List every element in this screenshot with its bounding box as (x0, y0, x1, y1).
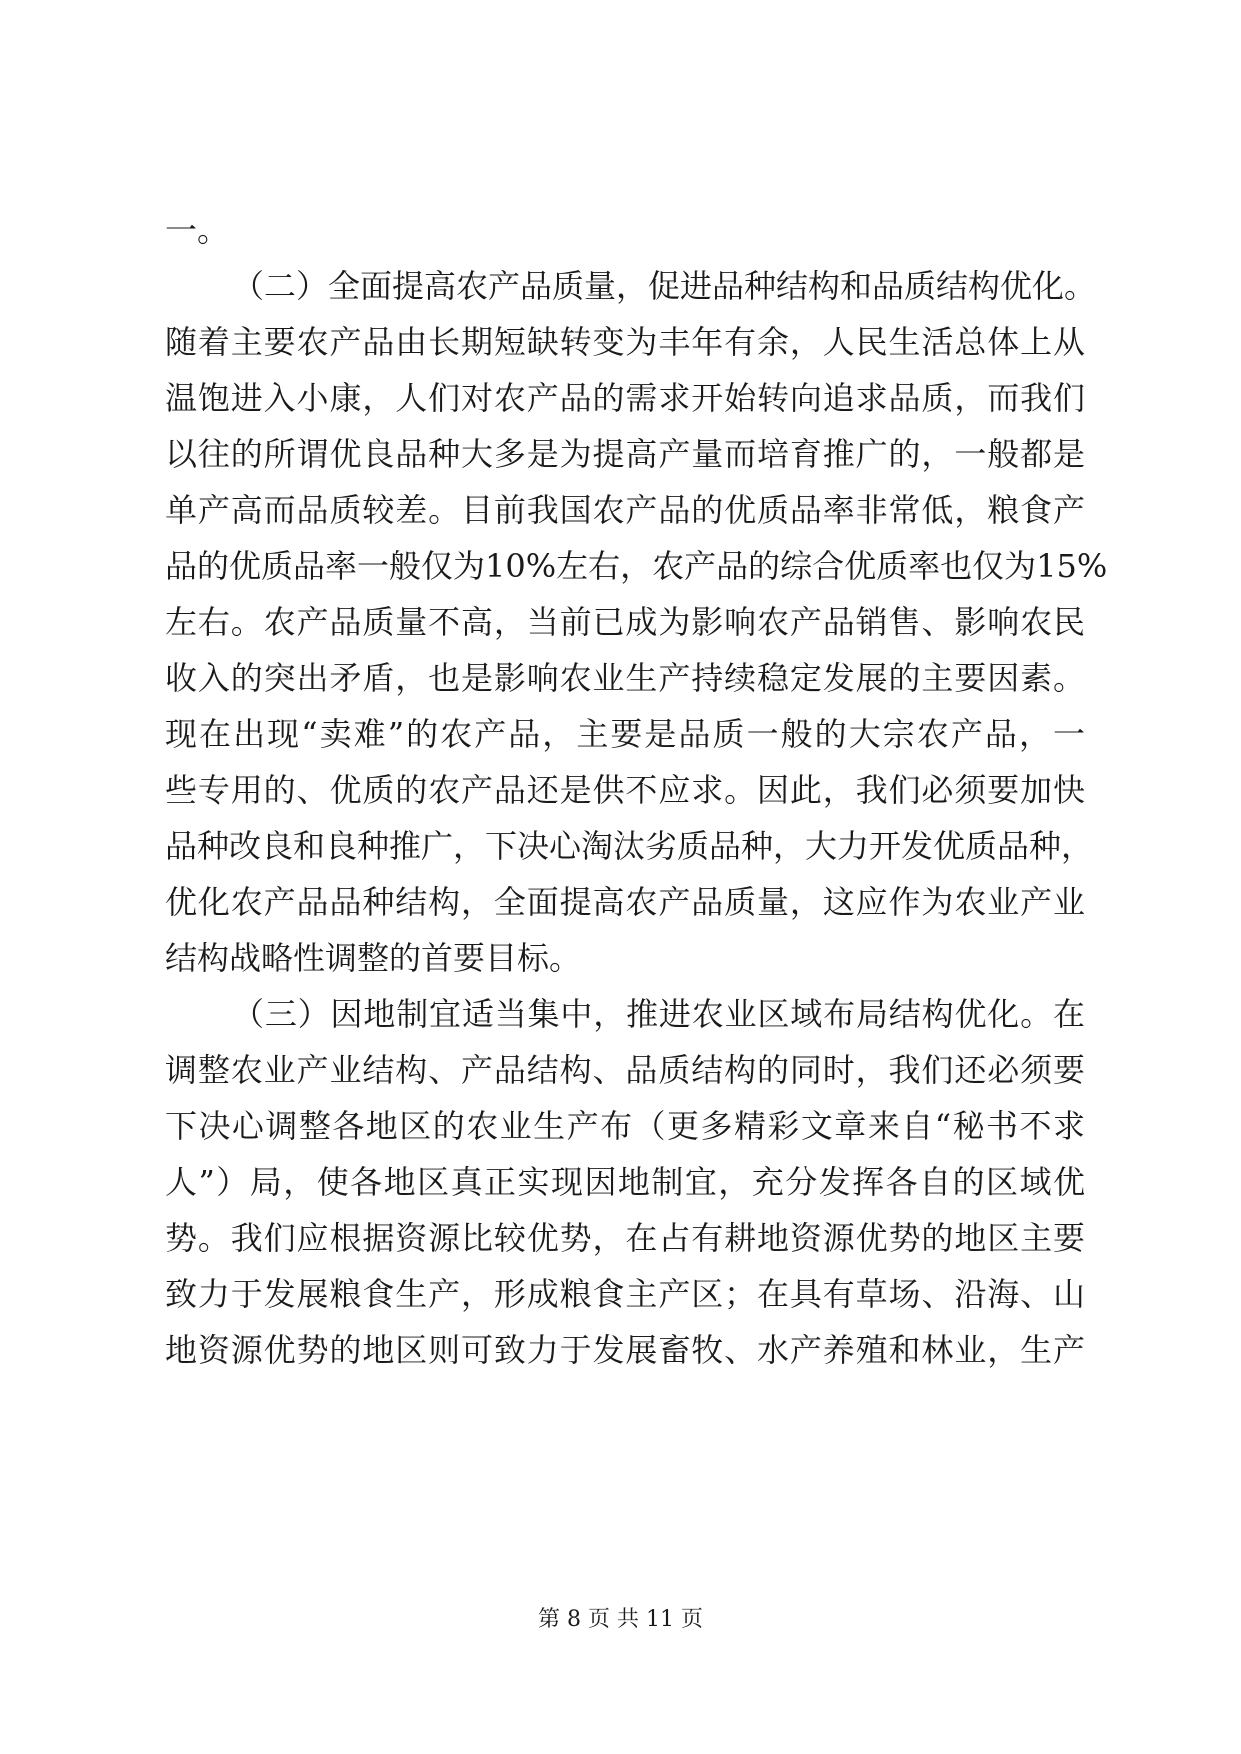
section-heading-2: （二）全面提高农产品质量，促进品种结构和品质结构优化。 (232, 267, 1097, 305)
body-line: 一。 (165, 211, 230, 249)
page-number-footer: 第 8 页 共 11 页 (538, 1607, 703, 1632)
body-line: 左右。农产品质量不高，当前已成为影响农产品销售、影响农民 (165, 603, 1085, 641)
body-line: 现在出现“卖难”的农产品，主要是品质一般的大宗农产品，一 (165, 715, 1085, 753)
body-line: 致力于发展粮食生产，形成粮食主产区；在具有草场、沿海、山 (165, 1275, 1085, 1313)
body-line: 以往的所谓优良品种大多是为提高产量而培育推广的，一般都是 (165, 435, 1085, 473)
body-line: 单产高而品质较差。目前我国农产品的优质品率非常低，粮食产 (165, 491, 1085, 529)
body-line: 品种改良和良种推广，下决心淘汰劣质品种，大力开发优质品种， (165, 827, 1094, 865)
body-line: 调整农业产业结构、产品结构、品质结构的同时，我们还必须要 (165, 1051, 1085, 1089)
body-line: 温饱进入小康，人们对农产品的需求开始转向追求品质，而我们 (165, 379, 1085, 417)
body-line: 些专用的、优质的农产品还是供不应求。因此，我们必须要加快 (165, 771, 1085, 809)
body-line: 人”）局，使各地区真正实现因地制宜，充分发挥各自的区域优 (165, 1163, 1085, 1201)
body-line: 结构战略性调整的首要目标。 (165, 939, 582, 977)
body-line: 优化农产品品种结构，全面提高农产品质量，这应作为农业产业 (165, 883, 1085, 921)
section-heading-3: （三）因地制宜适当集中，推进农业区域布局结构优化。在 (232, 995, 1085, 1033)
body-line: 随着主要农产品由长期短缺转变为丰年有余，人民生活总体上从 (165, 323, 1085, 361)
body-line: 势。我们应根据资源比较优势，在占有耕地资源优势的地区主要 (165, 1219, 1085, 1257)
body-line: 地资源优势的地区则可致力于发展畜牧、水产养殖和林业，生产 (165, 1331, 1085, 1369)
body-line: 品的优质品率一般仅为10%左右，农产品的综合优质率也仅为15% (165, 547, 1108, 585)
body-line: 收入的突出矛盾，也是影响农业生产持续稳定发展的主要因素。 (165, 659, 1085, 697)
body-line: 下决心调整各地区的农业生产布（更多精彩文章来自“秘书不求 (165, 1107, 1085, 1145)
